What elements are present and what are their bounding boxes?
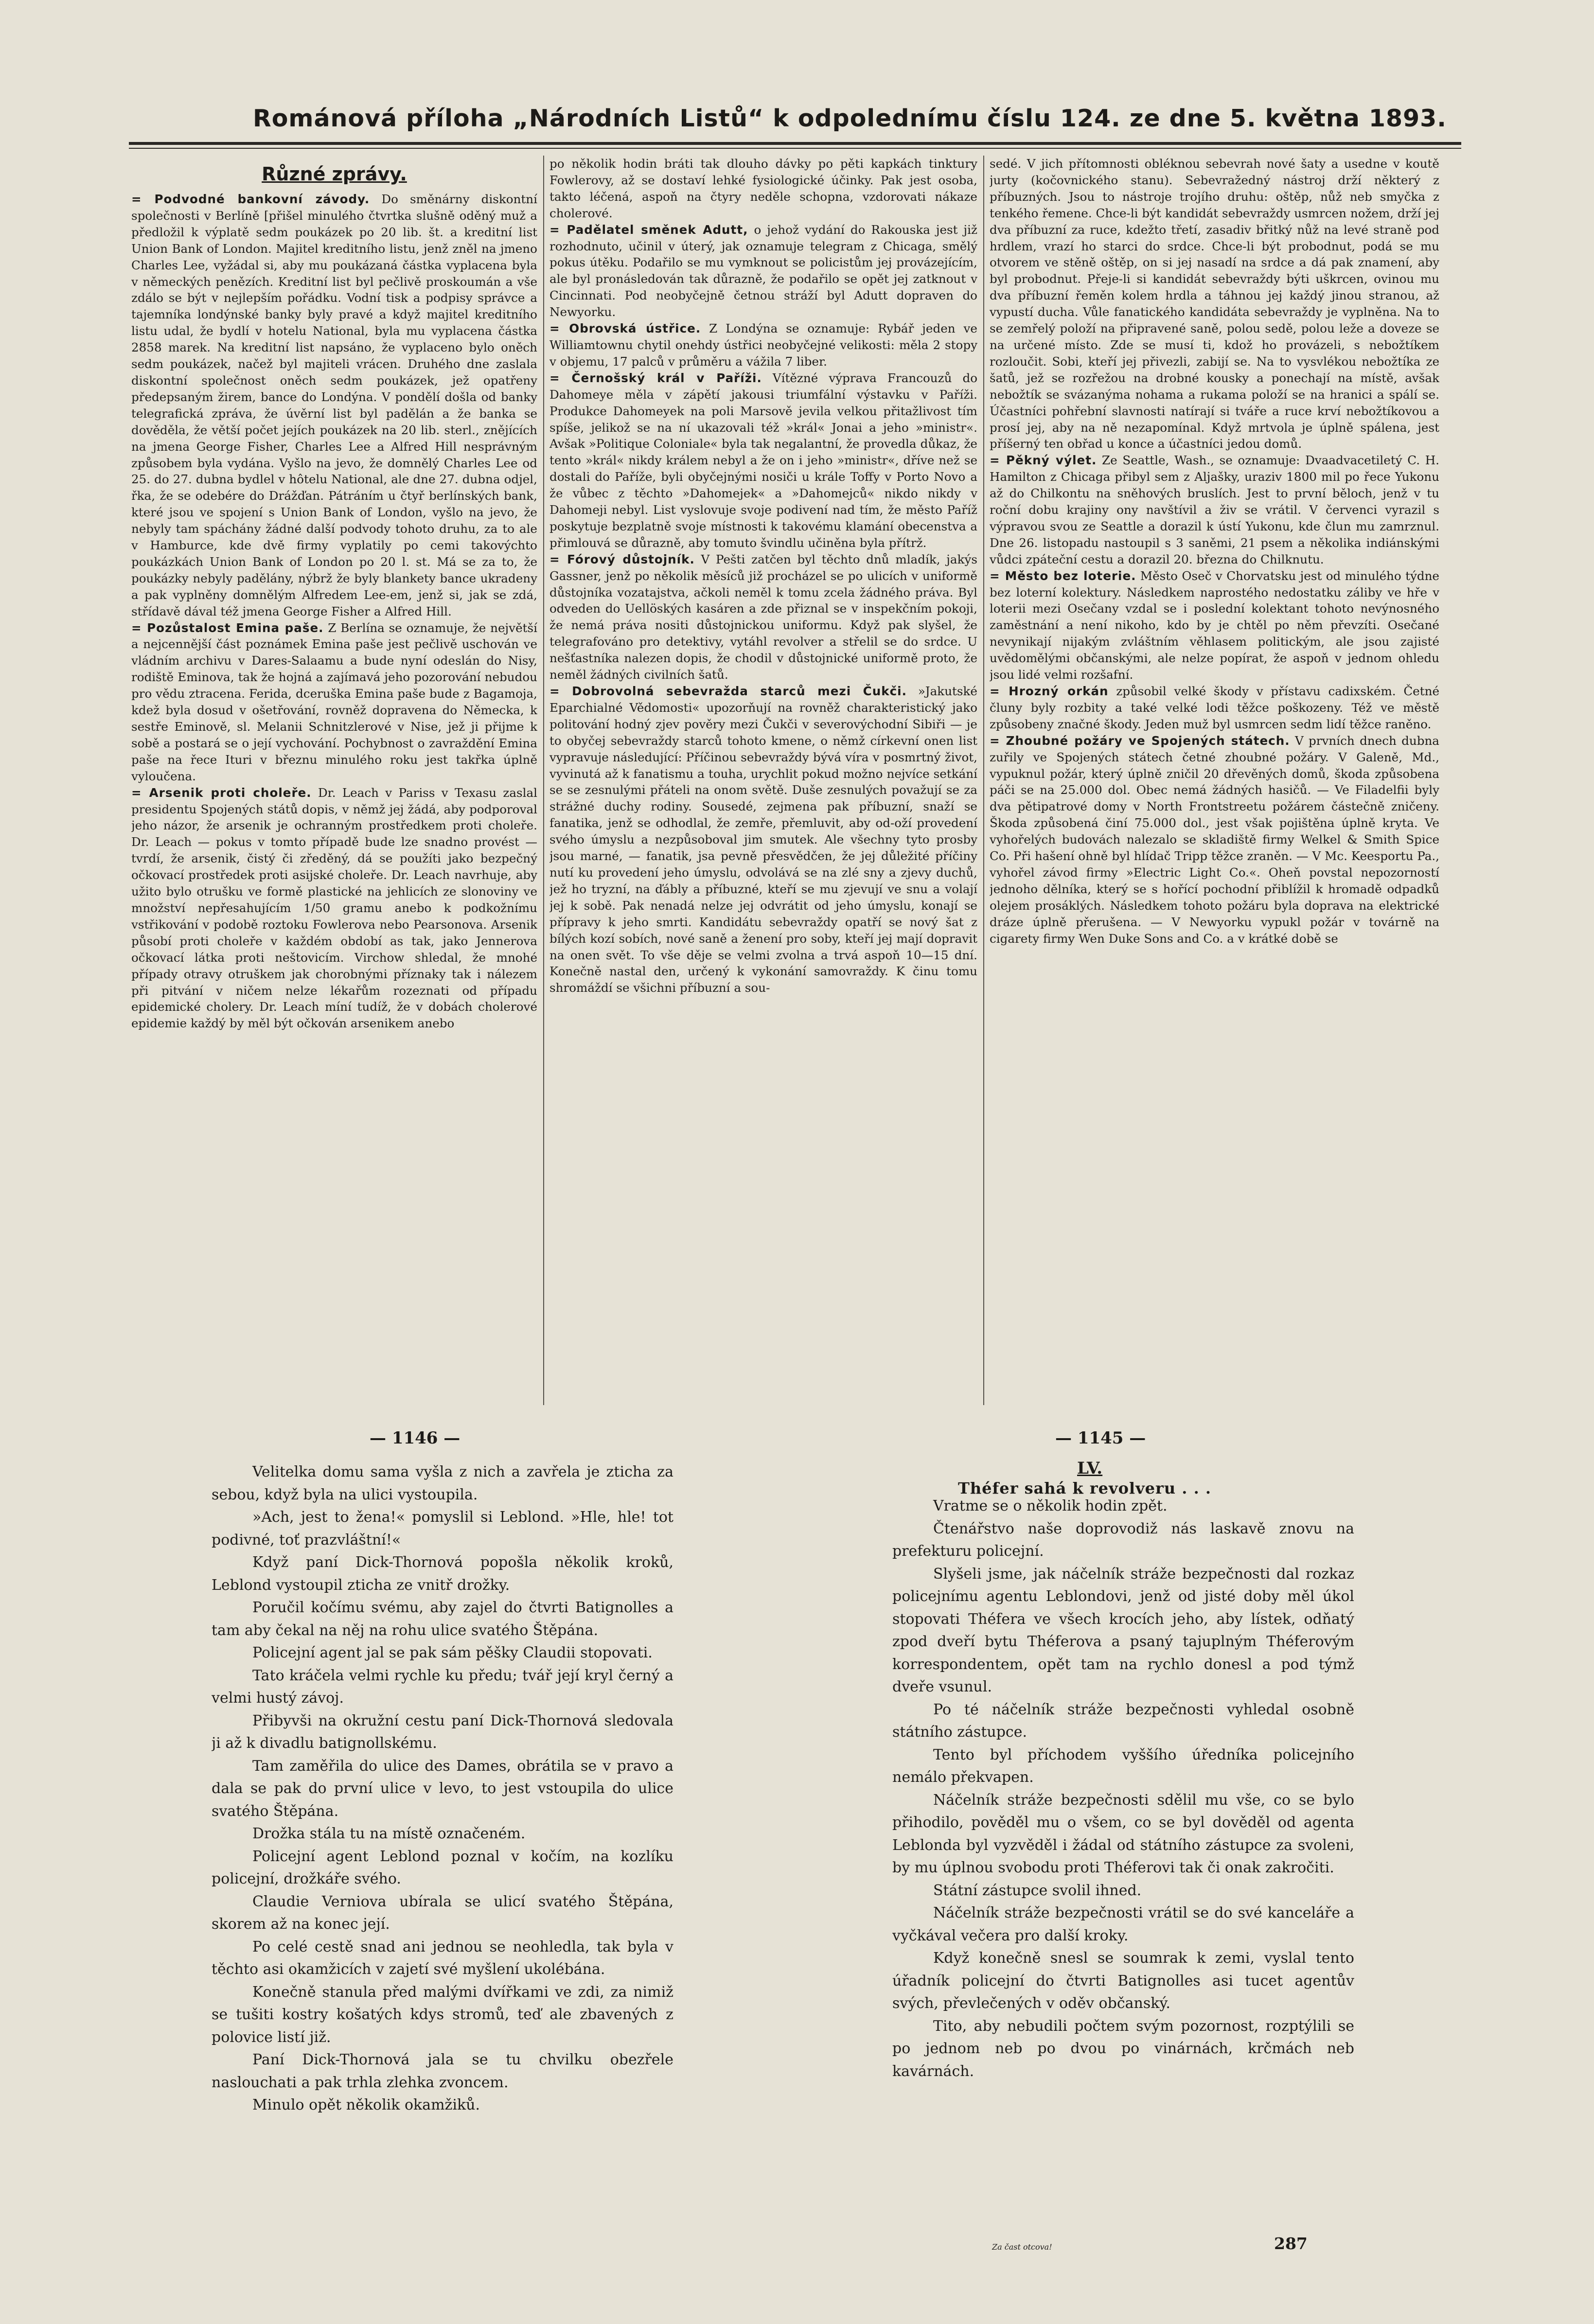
news-item (549, 222, 977, 320)
novel-paragraph: Poručil kočímu svému, aby zajel do čtvrti Batignolles a tam aby čekal na něj na rohu ulice svatého Štěpána. (212, 1599, 673, 1639)
novel-paragraph: Tam zaměřila do ulice des Dames, obrátila se v pravo a dala se pak do první ulice v levo, to jest vstoupila do ulice svatého Štěpána. (212, 1757, 673, 1820)
news-text: Dr. Leach v Pariss v Texasu zaslal presidentu Spojených států dopis, v němž jej žádá, aby podporoval jeho názor, že arsenik je ochranným prostředkem proti choleře. Dr. Leach — pokus v tomto případě bude lze snadno provést — tvrdí, že arsenik, čistý či zředěný, dá se použíti jako bezpečný očkovací prostředek proti asijské choleře. Dr. Leach navrhuje, aby užito bylo otrušku ve formě plastické na jehlicích ze slonoviny ve množství nepřesahujícím 1/50 gramu anebo k podkožnímu vstřikování v podobě roztoku Fowlerova nebo Pearsonova. Arsenik působí proti choleře v každém období as tak, jako Jennerova očkovací látka proti neštovicím. Virchow shledal, že mnohé případy otravy otruškem jak chorobnými příznaky tak i nálezem při pitvání v ničem nelze lékařům rozeznati od případu epidemické cholery. Dr. Leach míní tudíž, že v dobách cholerové epidemie každý by měl být očkován arsenikem anebo (131, 785, 537, 1031)
novel-paragraph: Slyšeli jsme, jak náčelník stráže bezpečnosti dal rozkaz policejnímu agentu Leblondovi, jenž od jisté doby měl úkol stopovati Théfera ve všech krocích jeho, aby lístek, odňatý zpod dveří bytu Théferova a psaný tajuplným Théferovým korrespondentem, opět tam na rychlo donesl a pod týmž dveře vsunul. (892, 1565, 1354, 1695)
news-text: Město Oseč v Chorvatsku jest od minulého týdne bez loterní kolektury. Následkem naprostého nedostatku záliby ve hře v loterii mezi Osečany vzdal se i poslední kolektant tohoto nevýnosného zaměstnání a není nikoho, kdo by je chtěl po něm převzíti. Osečané nevynikají nijakým zvláštním věhlasem politickým, ale jsou zajisté uvědomělými občanskými, ale nelze popírat, že aspoň v jednom ohledu jsou lidé velmi rozšafní. (990, 568, 1439, 682)
news-item (131, 191, 537, 620)
novel-paragraph: Drožka stála tu na místě označeném. (252, 1825, 526, 1842)
page-number-left: — 1146 — (370, 1428, 460, 1448)
novel-paragraph: Paní Dick-Thornová jala se tu chvilku obezřele naslouchati a pak trhla zlehka zvoncem. (212, 2051, 673, 2091)
news-headline: = Město bez loterie. (990, 568, 1136, 583)
news-headline: = Zhoubné požáry ve Spojených státech. (990, 733, 1290, 748)
novel-paragraph: Náčelník stráže bezpečnosti sdělil mu vše, co se bylo přihodilo, pověděl mu o všem, co se byl dověděl od agenta Leblonda byl vyzvěděl i žádal od státního zástupce za svoleni, by mu úplnou svobodu proti Théferovi tak či onak zakročiti. (892, 1791, 1354, 1876)
news-headline: = Arsenik proti choleře. (131, 785, 312, 800)
news-headline: = Fórový důstojník. (549, 552, 695, 566)
news-headline: = Obrovská ústřice. (549, 321, 701, 336)
news-item (990, 568, 1439, 683)
news-item (549, 370, 977, 551)
news-text: po několik hodin bráti tak dlouho dávky po pěti kapkách tinktury Fowlerovy, až se dostaví lehké fysiologické účinky. Pak jest osoba, takto léčená, aspoň na čtyry neděle schopna, vzdorovati nákaze cholerové. (549, 157, 977, 220)
news-column-2 (549, 156, 977, 1408)
news-item (990, 156, 1439, 452)
section-title: Různé zprávy. (262, 163, 407, 185)
novel-paragraph: Náčelník stráže bezpečnosti vrátil se do své kanceláře a vyčkával večera pro další kroky. (892, 1904, 1354, 1944)
novel-right-column (892, 1495, 1354, 2215)
news-text: Z Londýna se oznamuje: Rybář jeden ve Williamtownu chytil onehdy ústřici neobyčejné velikosti: měla 2 stopy v objemu, 17 palců v průměru a vážila 7 liber. (549, 321, 977, 369)
news-column-3 (990, 156, 1439, 1408)
novel-paragraph: Konečně stanula před malými dvířkami ve zdi, za nimiž se tušiti kostry košatých kdys stromů, teď ale zbavených z polovice listí již. (212, 1983, 673, 2046)
news-item (990, 452, 1439, 567)
novel-paragraph: Státní zástupce svolil ihned. (933, 1882, 1142, 1899)
novel-left-column (212, 1461, 673, 2239)
page-header: Románová příloha „Národních Listů“ k odpolednímu číslu 124. ze dne 5. května 1893. (253, 105, 1447, 132)
news-headline: = Pěkný výlet. (990, 453, 1097, 468)
novel-paragraph: Tito, aby nebudili počtem svým pozornost, rozptýlili se po jednom neb po dvou po vinárnách, krčmách neb kavárnách. (892, 2017, 1354, 2080)
news-text: způsobil velké škody v přístavu cadixském. Četné čluny byly rozbity a také velké lodi těžce poškozeny. Též ve městě způsobeny značné škody. Jeden muž byl usmrcen sedm lidí těžce raněno. (990, 684, 1439, 731)
news-text: Ze Seattle, Wash., se oznamuje: Dvaadvacetiletý C. H. Hamilton z Chicaga přibyl sem z Aljašky, uraziv 1800 mil po řece Yukonu až do Chilkontu na sněhových bruslích. Jest to první běloch, jenž v tu roční dobu krajiny ony navštívil a živ se vrátil. V červenci vyrazil s výpravou svou ze Seattle a dorazil k ústí Yukonu, kde člun mu zamrznul. Dne 26. listopadu nastoupil s 3 saněmi, 21 psem a několika indiánskými vůdci zpáteční cestu a dorazil 20. března do Chilknutu. (990, 453, 1439, 566)
news-headline: = Padělatel směnek Adutt, (549, 222, 748, 237)
page-number-right: — 1145 — (1055, 1428, 1146, 1448)
novel-paragraph: Policejní agent jal se pak sám pěšky Claudii stopovati. (252, 1644, 653, 1661)
column-divider (983, 156, 984, 1405)
news-item (549, 320, 977, 370)
news-headline: = Dobrovolná sebevražda starců mezi Čukči. (549, 684, 907, 698)
novel-paragraph: Velitelka domu sama vyšla z nich a zavřela je zticha za sebou, když byla na ulici vystoupila. (212, 1463, 673, 1503)
news-headline: = Černošský král v Paříži. (549, 370, 762, 385)
novel-paragraph: Claudie Verniova ubírala se ulicí svatého Štěpána, skorem až na konec její. (212, 1893, 673, 1933)
novel-paragraph: Když konečně snesl se soumrak k zemi, vyslal tento úřadník policejní do čtvrti Batignolles asi tucet agentův svých, převlečených v oděv občanský. (892, 1950, 1354, 2012)
novel-paragraph: Po celé cestě snad ani jednou se neohledla, tak byla v těchto asi okamžicích v zajetí své myšlení ukolébána. (212, 1938, 673, 1978)
news-text: o jehož vydání do Rakouska jest již rozhodnuto, učinil v úterý, jak oznamuje telegram z Chicaga, smělý pokus útěku. Podařilo se mu vymknout se policistům jej provázejícím, ale byl pronásledován tak důrazně, že podařilo se opět jej zatknout v Cincinnati. Pod neobyčejně četnou stráží byl Adutt dopraven do Newyorku. (549, 222, 977, 319)
news-item (549, 683, 977, 996)
news-column-1 (131, 163, 537, 1408)
news-item (549, 156, 977, 222)
news-text: »Jakutské Eparchialné Vědomosti« upozorňují na rovněž charakteristický jako politování hodný zjev pověry mezi Čukči v severovýchodní Sibiři — je to obyčej sebevraždy starců tohoto kmene, o němž církevní onen list vypravuje následující: Příčinou sebevraždy bývá víra v posmrtný život, vyvinutá až k fanatismu a touha, urychlit pokud možno nejvíce setkání se se zesnulými přáteli na onom světě. Duše zesnulých považují se za strážné duchy rodiny. Sousedé, zejmena pak příbuzní, snaží se fanatika, jenž se odhodlal, že zemře, přemluvit, aby od-oží provedení svého úmyslu a nezpůsoboval jim smutek. Ale všechny tyto prosby jsou marné, — fanatik, jsa pevně přesvědčen, že jej důležité příčiny nutí ku provedení jeho úmyslu, odvolává se na zlé sny a zjevy duchů, jež ho tryzní, na ďábly a příbuzné, kteří se mu zjevují ve snu a volají jej k sobě. Pak nenadá nelze jej odvrátit od jeho úmyslu, konají se přípravy k jeho smrti. Kandidátu sebevraždy opatří se nový šat z bílých kozí sobích, nové saně a ženení pro soby, kteří jej mají dopravit na onen svět. To vše děje se velmi zvolna a trvá aspoň 10—15 dní. Konečně nastal den, určený k vykonání samovraždy. K činu tomu shromáždí se všichni příbuzní a sou- (549, 684, 977, 995)
novel-paragraph: Vratme se o několik hodin zpět. (933, 1497, 1168, 1514)
novel-paragraph: »Ach, jest to žena!« pomyslil si Leblond. »Hle, hle! tot podivné, toť prazvláštní!« (212, 1509, 673, 1549)
news-item (990, 733, 1439, 947)
footer-page-number: 287 (1274, 2234, 1308, 2253)
novel-paragraph: Policejní agent Leblond poznal v kočím, na kozlíku policejní, drožkáře svého. (212, 1848, 673, 1887)
news-item (131, 620, 537, 785)
news-text: V Pešti zatčen byl těchto dnů mladík, jakýs Gassner, jenž po několik měsíců již procházel se po ulicích v uniformě důstojníka vozatajstva, ačkoli neměl k tomu zcela žádného práva. Byl odveden do Uellöských kasáren a zde přiznal se v inspekčním pokoji, že nemá práva nositi důstojnickou uniformu. Když pak slyšel, že telegrafováno pro detektivy, vytáhl revolver a střelil se do srdce. U nešťastníka nalezen dopis, že chodil v důstojnické uniformě proto, že neměl žádných civilních šatů. (549, 552, 977, 682)
news-headline: = Hrozný orkán (990, 684, 1109, 698)
novel-paragraph: Přibyvši na okružní cestu paní Dick-Thornová sledovala ji až k divadlu batignollskému. (212, 1712, 673, 1752)
footer-continuation: Za čast otcova! (992, 2242, 1052, 2252)
novel-paragraph: Tato kráčela velmi rychle ku předu; tvář její kryl černý a velmi hustý závoj. (212, 1667, 673, 1707)
news-text: Do směnárny diskontní společnosti v Berlíně [přišel minulého čtvrtka slušně oděný muž a předložil k výplatě sedm poukázek po 20 lib. št. a kreditní list Union Bank of London. Majitel kreditního listu, jenž zněl na jmeno Charles Lee, vyžádal si, aby mu poukázaná částka vyplacena byla v německých penězích. Kreditní list byl pečlivě proskoumán a vše zdálo se být v nejlepším pořádku. Vodní tisk a podpisy správce a tajemníka londýnské banky byly pravé a když majitel kreditního listu udal, že bydlí v hotelu National, byla mu vyplacena částka 2858 marek. Na kreditní list napsáno, že vyplaceno bylo oněch sedm poukázek, načež byl majiteli vrácen. Druhého dne zaslala diskontní společnost oněch sedm poukázek, jež opatřeny předepsaným žirem, bance do Londýna. V pondělí došla od banky telegrafická zpráva, že úvěrní list byl padělán a že banka se dověděla, že větší počet jejích poukázek na 20 lib. sterl., znějících na jmena George Fisher, Charles Lee a Alfred Hill nesprávným způsobem byla vydána. Vyšlo na jevo, že domnělý Charles Lee od 25. do 27. dubna bydlel v hôtelu National, ale dne 27. dubna odjel, řka, že se odebére do Drážďan. Pátráním u čtyř berlínských bank, které jsou ve spojení s Union Bank of London, vyšlo na jevo, že nebyly tam spáchány žádné další podvody tohoto druhu, za to ale v Hamburce, kde dvě firmy vyplatily po cemi takovýchto poukázkách Union Bank of London po 20 l. st. Má se za to, že poukázky nebyly padělány, nýbrž že byly blankety bance ukradeny a pak vyplněny domnělým Alfredem Lee-em, jenž si, jak se zdá, střídavě dával též jmena George Fisher a Alfred Hill. (131, 192, 537, 618)
novel-paragraph: Minulo opět několik okamžiků. (252, 2096, 480, 2113)
news-text: Z Berlína se oznamuje, že největší a nejcennější část poznámek Emina paše jest pečlivě uschován ve vládním archivu v Dares-Salaamu a bude nyní odeslán do Nisy, rodiště Eminova, tak že hojná a zajímavá jeho pozorování nebudou pro vědu ztracena. Ferida, dceruška Emina paše bude z Bagamoja, kdež byla dosud v ošetřování, rovněž dopravena do Německa, k sestře Eminově, sl. Melanii Schnitzlerové v Nise, jež ji přijme k sobě a postará se o její vychování. Pochybnost o zavraždění Emina paše na řece Ituri v březnu minulého roku jest takřka úplně vyloučena. (131, 620, 537, 783)
novel-paragraph: Když paní Dick-Thornová popošla několik kroků, Leblond vystoupil zticha ze vnitř drožky. (212, 1554, 673, 1594)
news-text: sedé. V jich přítomnosti obléknou sebevrah nové šaty a usedne v koutě jurty (kočovnického stanu). Sebevražedný nástroj drží některý z příbuzných. Jsou to nástroje trojího druhu: oštěp, nůž neb smyčka z tenkého řemene. Chce-li být kandidát sebevraždy usmrcen nožem, drží jej dva příbuzní za ruce, kdežto třetí, zasadiv břitký nůž na levé straně pod hrdlem, vrazí ho starci do srdce. Chce-li být probodnut, podá se mu otvorem ve stěně oštěp, on si jej nasadí na srdce a dá pak znamení, aby byl probodnut. Přeje-li si kandidát sebevraždy býti uškrcen, ovinou mu dva příbuzní řeměn kolem hrdla a táhnou jej každý jinou stranou, až vypustí ducha. Vůle fanatického kandidáta sebevraždy je vyplněna. Na to se zemřelý položí na připravené saně, polou sedě, polou leže a doveze se na určené místo. Zde se musí ti, kdož ho provázeli, s nebožtíkem rozloučit. Sobi, kteří jej přivezli, zabijí se. Na to vysvlékou nebožtíka ze šatů, jež se rozřežou na drobné kousky a ponechají na místě, avšak nebožtík se svázanýma nohama a rukama položí se na hranici a spálí se. Účastníci pohřební slavnosti natírají si tváře a ruce krví nebožtíkovou a prosí jej, aby na ně nezapomínal. Když mrtvola je úplně spálena, jest příšerný ten obřad u konce a účastníci jedou domů. (990, 157, 1439, 451)
header-rule (129, 142, 1461, 145)
news-headline: = Pozůstalost Emina paše. (131, 620, 324, 635)
header-rule-thin (129, 148, 1461, 149)
novel-paragraph: Čtenářstvo naše doprovodiž nás laskavě znovu na prefekturu policejní. (892, 1520, 1354, 1560)
news-text: Vítězné výprava Francouzů do Dahomeye měla v zápětí jakousi triumfální výstavku v Paříži. Produkce Dahomeyek na poli Marsově jevila velkou přitažlivost tím spíše, jelikož se na ní ukazovali též »král« Jonai a jeho »ministr«. Avšak »Politique Coloniale« byla tak negalantní, že provedla důkaz, že tento »král« nikdy králem nebyl a že on i jeho »ministr«, dříve než se dostali do Paříže, byli obyčejnými nosiči u krále Toffy v Porto Novo a že vůbec z těchto »Dahomejek« a »Dahomejců« nikdo nikdy v Dahomeji nebyl. List vyslovuje svoje podivení nad tím, že město Paříž poskytuje bezplatně svoje místnosti k takovému klamání obecenstva a přimlouvá se důrazně, aby tomuto švindlu učiněna byla přítrž. (549, 370, 977, 550)
news-item (990, 683, 1439, 733)
chapter-title: Théfer sahá k revolveru . . . (958, 1479, 1211, 1497)
column-divider (543, 156, 544, 1405)
news-item (131, 785, 537, 1032)
news-text: V prvních dnech dubna zuřily ve Spojených státech četné zhoubné požáry. V Galeně, Md., vypuknul požár, který úplně zničil 20 dřevěných domů, škoda způsobena páči se na 25.000 dol. Obec nemá žádných hasičů. — Ve Filadelfii byly dva pětipatrové domy v North Frontstreetu požárem částečně zničeny. Škoda způsobená činí 75.000 dol., jest však pojištěna úplně kryta. Ve vyhořelých budovách nalezalo se skladiště firmy Welkel & Smith Spice Co. Při hašení ohně byl hlídač Tripp těžce zraněn. — V Mc. Keesportu Pa., vyhořel závod firmy »Electric Light Co.«. Oheň povstal nepozorností jednoho dělníka, který se s hořící pochodní přiblížil k hromadě odpadků olejem prosáklých. Následkem tohoto požáru byla doprava na elektrické dráze úplně přerušena. — V Newyorku vypukl požár v továrně na cigarety firmy Wen Duke Sons and Co. a v krátké době se (990, 733, 1439, 946)
news-item (549, 551, 977, 683)
chapter-number: LV. (1077, 1459, 1103, 1478)
news-headline: = Podvodné bankovní závody. (131, 192, 370, 206)
novel-paragraph: Tento byl příchodem vyššího úředníka policejního nemálo překvapen. (892, 1746, 1354, 1786)
novel-paragraph: Po té náčelník stráže bezpečnosti vyhledal osobně státního zástupce. (892, 1701, 1354, 1741)
